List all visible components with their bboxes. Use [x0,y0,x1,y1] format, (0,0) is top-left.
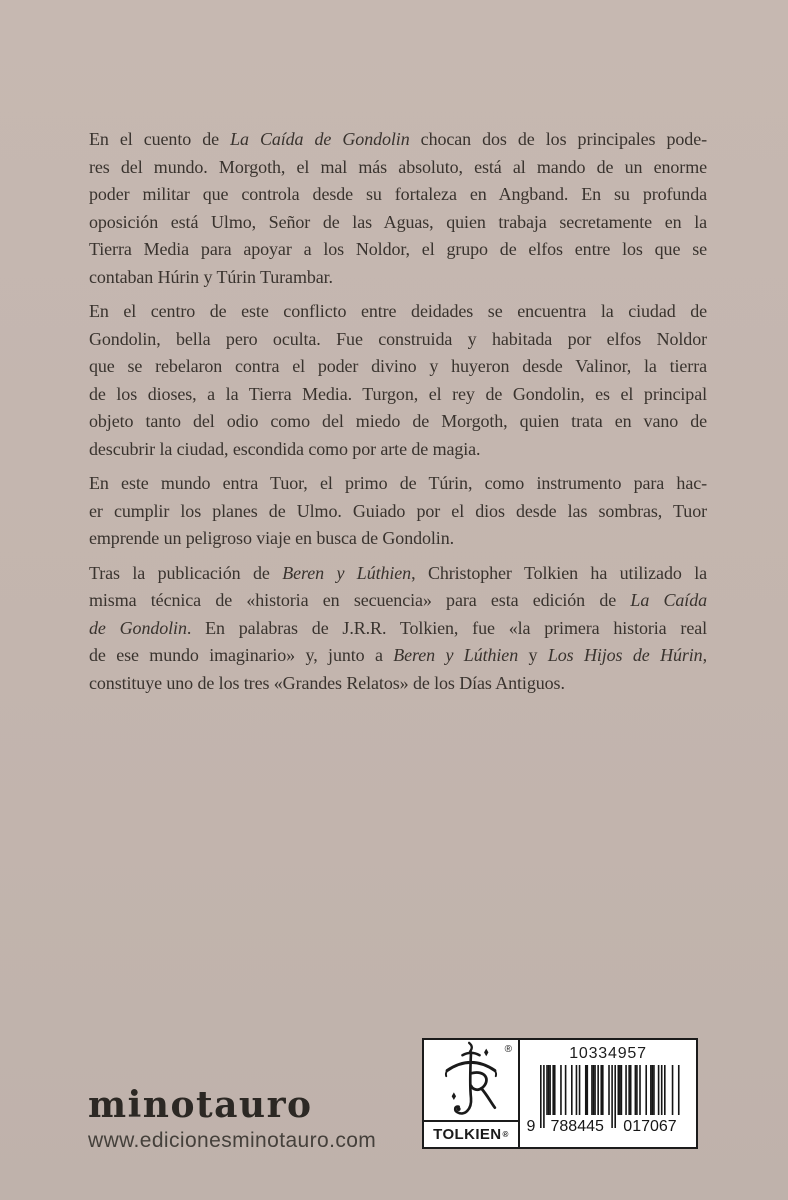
ean13-barcode [526,1065,691,1138]
tolkien-wordmark [424,1122,518,1147]
text-line: emprende un peligroso viaje en busca de Gondolin. [89,528,454,548]
text-line: constituye uno de los tres «Grandes Relatos» de los Días Antiguos. [89,672,565,693]
isbn-digits: 017067 [622,1118,677,1133]
text-line: En el centro de este conflicto entre deidades se encuentra la ciudad de [89,301,707,321]
synopsis-paragraph-3 [89,470,707,553]
text-line: En el cuento de La Caída de Gondolin chocan dos de los principales pode- [89,129,707,149]
barcode-panel [520,1040,696,1147]
tolkien-brand-panel [424,1040,520,1147]
tolkien-jrrt-monogram-icon [442,1040,500,1120]
synopsis-paragraph-2 [89,298,707,463]
synopsis-paragraph-1 [89,126,707,291]
text-line: que se rebelaron contra el poder divino y huyeron desde Valinor, la tierra [89,356,707,376]
text-line: poder militar que controla desde su fortaleza en Angband. En su profunda [89,184,707,204]
synopsis-paragraph-4 [89,560,707,698]
text-line: Tras la publicación de Beren y Lúthien, Christopher Tolkien ha utilizado la [89,562,707,583]
text-line: res del mundo. Morgoth, el mal más absoluto, está al mando de un enorme [89,156,707,177]
text-line: descubrir la ciudad, escondida como por arte de magia. [89,438,481,459]
text-line: de ese mundo imaginario» y, junto a Beren y Lúthien y Los Hijos de Húrin, [89,645,707,665]
publisher-website: www.edicionesminotauro.com [88,1129,377,1152]
isbn-digits: 9 [526,1118,535,1133]
tolkien-wordmark-text: TOLKIEN [433,1126,502,1143]
text-line: misma técnica de «historia en secuencia» para esta edición de La Caída [89,590,708,610]
registered-trademark: ® [504,1044,512,1055]
text-line: En este mundo entra Tuor, el primo de Túrin, como instrumento para hac- [89,473,707,493]
text-line: objeto tanto del odio como del miedo de Morgoth, quien trata en vano de [89,411,707,431]
ean13-bars [526,1065,691,1133]
text-line: er cumplir los planes de Ulmo. Guiado por el dios desde las sombras, Tuor [89,500,707,521]
registered-trademark: ® [502,1130,509,1139]
publisher-block [88,1086,376,1153]
isbn-digits: 788445 [550,1118,604,1133]
text-line: contaban Húrin y Túrin Turambar. [89,266,333,287]
monogram-area [424,1040,518,1122]
text-line: de los dioses, a la Tierra Media. Turgon, el rey de Gondolin, es el principal [89,383,707,404]
publisher-logo: minotauro [88,1084,313,1126]
text-line: Gondolin, bella pero oculta. Fue construida y habitada por elfos Noldor [89,328,707,349]
text-line: de Gondolin. En palabras de J.R.R. Tolkien, fue «la primera historia real [89,617,707,638]
text-line: Tierra Media para apoyar a los Noldor, el grupo de elfos entre los que se [89,239,707,259]
text-line: oposición está Ulmo, Señor de las Aguas, quien trabaja secretamente en la [89,211,707,232]
isbn-label-box [422,1038,698,1149]
synopsis [89,126,707,697]
product-code: 10334957 [569,1045,647,1062]
